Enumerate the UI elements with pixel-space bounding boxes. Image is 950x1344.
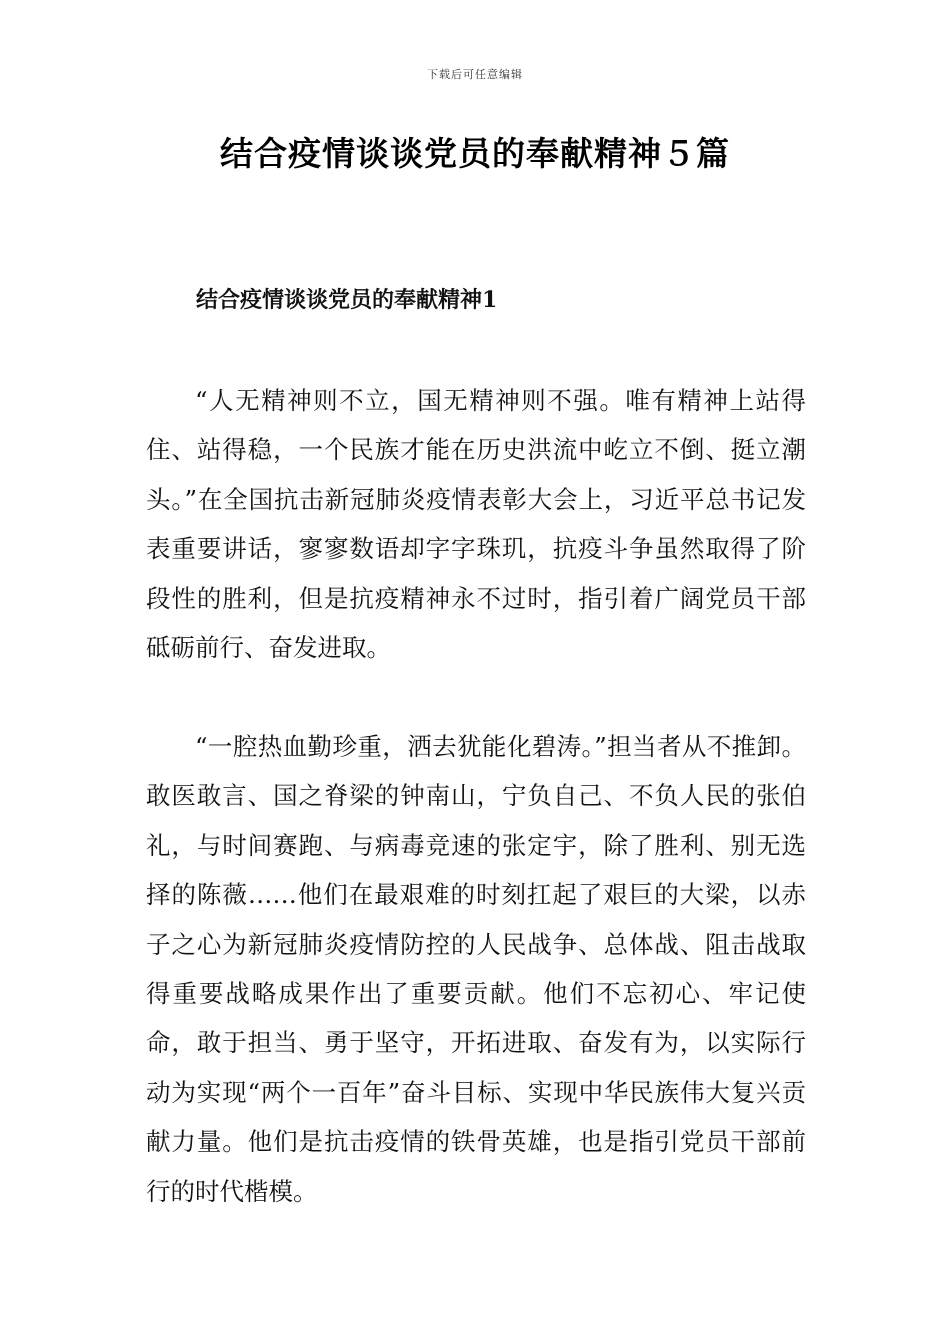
body-paragraph-1: “人无精神则不立，国无精神则不强。唯有精神上站得住、站得稳，一个民族才能在历史洪流中屹立不倒、挺立潮头。”在全国抗击新冠肺炎疫情表彰大会上，习近平总书记发表重要讲话，寥寥数语却字字珠玑，抗疫斗争虽然取得了阶段性的胜利，但是抗疫精神永不过时，指引着广阔党员干部砥砺前行、奋发进取。 bbox=[146, 386, 806, 663]
header-note: 下载后可任意编辑 bbox=[427, 68, 523, 81]
document-title: 结合疫情谈谈党员的奉献精神５篇 bbox=[220, 134, 730, 173]
section-heading: 结合疫情谈谈党员的奉献精神1 bbox=[196, 287, 498, 313]
body-paragraph-2: “一腔热血勤珍重，洒去犹能化碧涛。”担当者从不推卸。敢医敢言、国之脊梁的钟南山，宁负自己、不负人民的张伯礼，与时间赛跑、与病毒竞速的张定宇，除了胜利、别无选择的陈薇……他们在最艰难的时刻扛起了艰巨的大梁，以赤子之心为新冠肺炎疫情防控的人民战争、总体战、阻击战取得重要战略成果作出了重要贡献。他们不忘初心、牢记使命，敢于担当、勇于坚守，开拓进取、奋发有为，以实际行动为实现“两个一百年”奋斗目标、实现中华民族伟大复兴贡献力量。他们是抗击疫情的铁骨英雄，也是指引党员干部前行的时代楷模。 bbox=[146, 732, 806, 1206]
